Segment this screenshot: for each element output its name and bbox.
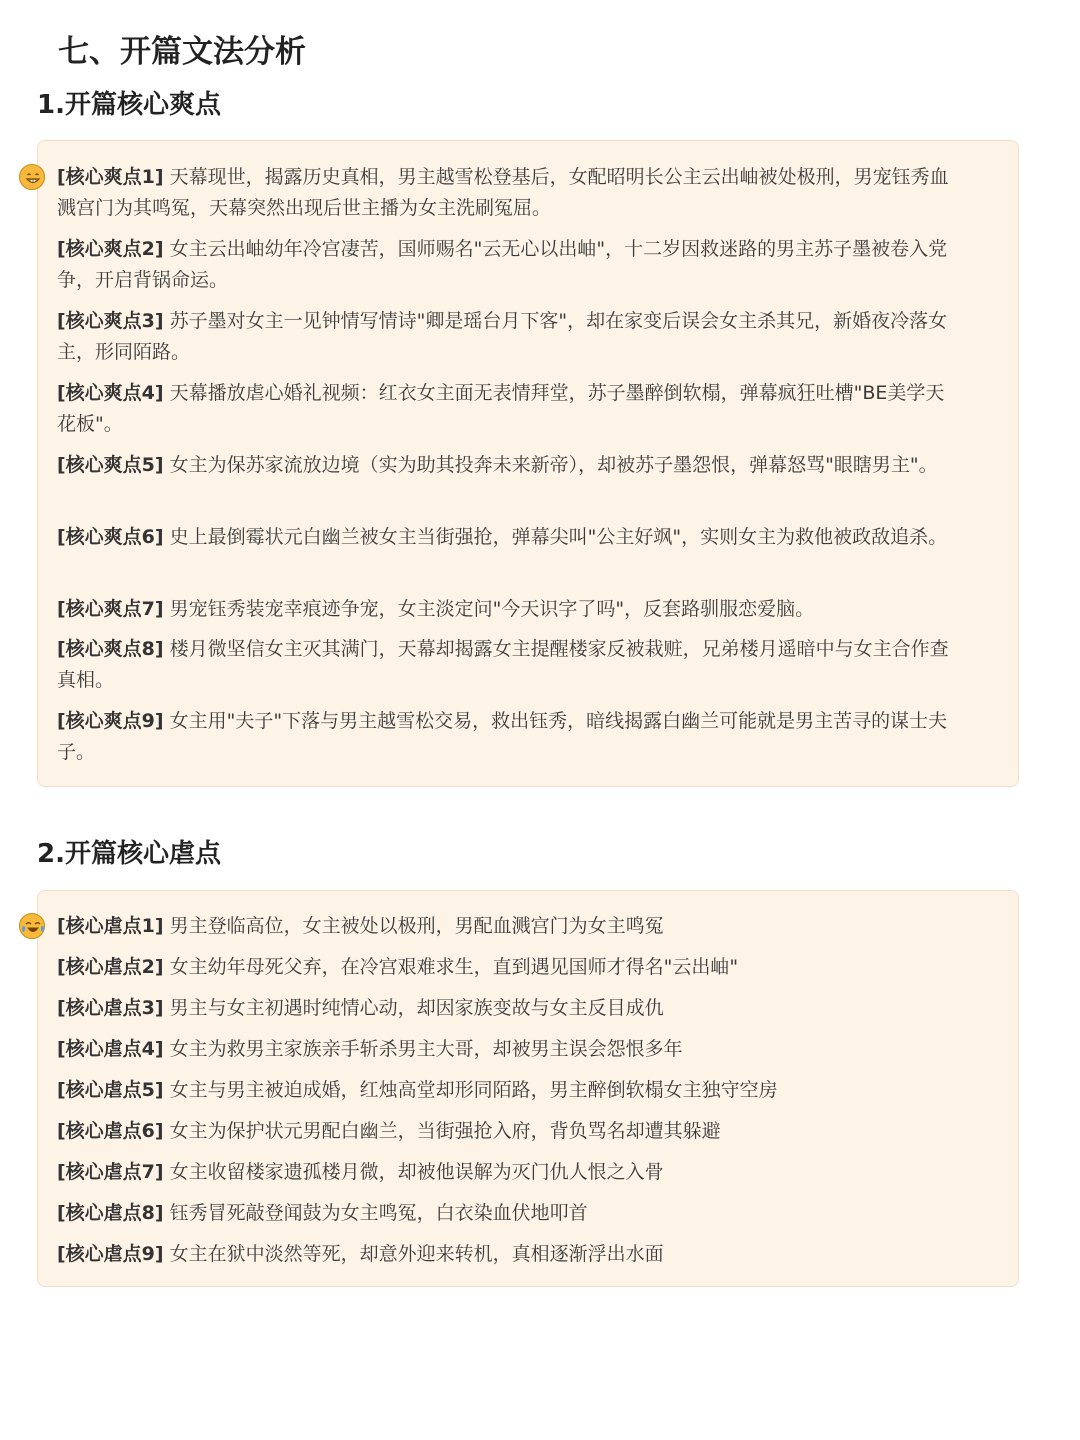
grinning-face-icon <box>19 164 45 190</box>
pain-point-tag: [核心虐点2] <box>57 956 164 978</box>
highlight-item <box>57 378 957 440</box>
pain-point-tag: [核心虐点7] <box>57 1161 164 1183</box>
pain-point-text: 钰秀冒死敲登闻鼓为女主鸣冤，白衣染血伏地叩首 <box>169 1202 588 1224</box>
pain-point-text: 女主收留楼家遗孤楼月微，却被他误解为灭门仇人恨之入骨 <box>169 1161 664 1183</box>
pain-point-item <box>57 1034 957 1065</box>
highlight-text: 天幕播放虐心婚礼视频：红衣女主面无表情拜堂，苏子墨醉倒软榻，弹幕疯狂吐槽"BE美学天花板"。 <box>57 382 945 435</box>
highlight-item <box>57 594 957 625</box>
pain-point-text: 女主与男主被迫成婚，红烛高堂却形同陌路，男主醉倒软榻女主独守空房 <box>169 1079 778 1101</box>
pain-point-text: 女主为救男主家族亲手斩杀男主大哥，却被男主误会怨恨多年 <box>169 1038 683 1060</box>
pain-point-item <box>57 1157 957 1188</box>
highlight-item <box>57 234 957 296</box>
crying-laughing-face-icon <box>19 913 45 939</box>
pain-point-tag: [核心虐点1] <box>57 915 164 937</box>
highlight-item <box>57 706 957 768</box>
highlight-text: 史上最倒霉状元白幽兰被女主当街强抢，弹幕尖叫"公主好飒"，实则女主为救他被政敌追杀。 <box>169 526 948 548</box>
highlight-item <box>57 162 957 224</box>
section-heading-highlights: 1.开篇核心爽点 <box>37 90 221 120</box>
highlight-tag: [核心爽点4] <box>57 382 164 404</box>
highlight-tag: [核心爽点9] <box>57 710 164 732</box>
pain-point-tag: [核心虐点8] <box>57 1202 164 1224</box>
highlight-item <box>57 522 957 553</box>
highlight-text: 女主用"夫子"下落与男主越雪松交易，救出钰秀，暗线揭露白幽兰可能就是男主苦寻的谋士夫子。 <box>57 710 948 763</box>
pain-point-tag: [核心虐点6] <box>57 1120 164 1142</box>
pain-point-text: 女主在狱中淡然等死，却意外迎来转机，真相逐渐浮出水面 <box>169 1243 664 1265</box>
highlight-text: 女主为保苏家流放边境（实为助其投奔未来新帝），却被苏子墨怨恨，弹幕怒骂"眼瞎男主"。 <box>169 454 938 476</box>
highlight-text: 天幕现世，揭露历史真相，男主越雪松登基后，女配昭明长公主云出岫被处极刑，男宠钰秀血溅宫门为其鸣冤，天幕突然出现后世主播为女主洗刷冤屈。 <box>57 166 949 219</box>
pain-point-tag: [核心虐点9] <box>57 1243 164 1265</box>
section-heading-pain-points: 2.开篇核心虐点 <box>37 839 221 869</box>
highlight-tag: [核心爽点3] <box>57 310 164 332</box>
highlight-tag: [核心爽点5] <box>57 454 164 476</box>
highlight-text: 苏子墨对女主一见钟情写情诗"卿是瑶台月下客"，却在家变后误会女主杀其兄，新婚夜冷落女主，形同陌路。 <box>57 310 948 363</box>
pain-point-tag: [核心虐点5] <box>57 1079 164 1101</box>
pain-point-text: 女主为保护状元男配白幽兰，当街强抢入府，背负骂名却遭其躲避 <box>169 1120 721 1142</box>
pain-point-text: 男主登临高位，女主被处以极刑，男配血溅宫门为女主鸣冤 <box>169 915 664 937</box>
highlight-tag: [核心爽点1] <box>57 166 164 188</box>
highlight-tag: [核心爽点2] <box>57 238 164 260</box>
pain-point-item <box>57 911 957 942</box>
pain-point-item <box>57 952 957 983</box>
pain-point-text: 男主与女主初遇时纯情心动，却因家族变故与女主反目成仇 <box>169 997 664 1019</box>
pain-point-tag: [核心虐点4] <box>57 1038 164 1060</box>
pain-point-item <box>57 1116 957 1147</box>
highlight-item <box>57 634 957 696</box>
pain-point-item <box>57 1075 957 1106</box>
highlight-item <box>57 306 957 368</box>
highlight-tag: [核心爽点7] <box>57 598 164 620</box>
highlight-text: 女主云出岫幼年冷宫凄苦，国师赐名"云无心以出岫"，十二岁因救迷路的男主苏子墨被卷入党争，开启背锅命运。 <box>57 238 948 291</box>
page-title: 七、开篇文法分析 <box>58 34 306 70</box>
highlight-text: 楼月微坚信女主灭其满门，天幕却揭露女主提醒楼家反被栽赃，兄弟楼月遥暗中与女主合作查真相。 <box>57 638 949 691</box>
highlight-text: 男宠钰秀装宠幸痕迹争宠，女主淡定问"今天识字了吗"，反套路驯服恋爱脑。 <box>169 598 815 620</box>
pain-point-item <box>57 1198 957 1229</box>
pain-point-item <box>57 993 957 1024</box>
highlight-item <box>57 450 957 481</box>
pain-point-text: 女主幼年母死父弃，在冷宫艰难求生，直到遇见国师才得名"云出岫" <box>169 956 739 978</box>
highlight-tag: [核心爽点6] <box>57 526 164 548</box>
pain-point-tag: [核心虐点3] <box>57 997 164 1019</box>
highlight-tag: [核心爽点8] <box>57 638 164 660</box>
pain-point-item <box>57 1239 957 1270</box>
